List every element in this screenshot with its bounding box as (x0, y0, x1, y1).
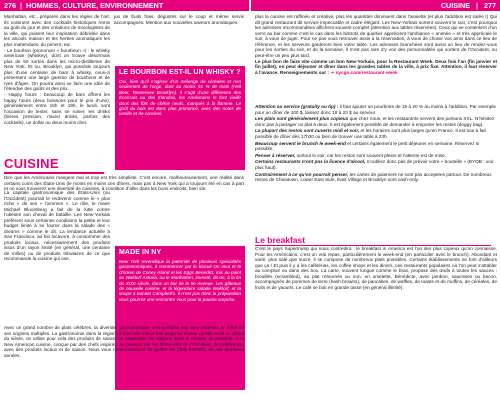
sidebar-box-title: MADE IN NY (119, 249, 162, 256)
page-number-right: 277 (484, 1, 496, 10)
sidebar-box-text: New York revendique la paternité de plusieurs spécialités gastronomiques, à commencer par le biscuit On veut et le chicken de Coney Island et les Eggs Benedict, mis au point au Waldorf Astoria, ou le Manhattan, inventé, dit-on, à la fin du XIXe siècle, dans un bar de la 5e Avenue. Les gâteaux de nouvelle cuisine, et la légendaire salade Waldorf, et la soupe à tomate Campbell’s. Il n’est pas donc la préparation vous pourrez une rencontre vous pour la paume surprise. (119, 259, 241, 302)
tip-item (255, 128, 497, 139)
breakfast-paragraph: C’est le pays Supertramp qui nous contredira : le breakfast in America est l’un des plus copieux qu’on connaisse. Pour les Américains, c’est un vrai repas, particulièrement le week-end (en particulier avec le brunch). Abondant et varié, plus salé que sucré, il se compose de nombreux plats possibles. Certains établissements ne font d’ailleurs que ça ! Et puis il y a les cafétérias, les coffee shops et les diners, ces restaurants populaires où l’on peut s’attabler au comptoir ou dans des box. La carte, souvent longue comme le bras, propose des œufs à toutes les sauces : brouillés (scrambled), au plat retournés ou non, en omelette, Bénédicte, avec jambon, saucisses ou bacon, accompagnés de pommes de terre (hash browns), de pancakes, de waffles, de toasts et de muffins, de céréales, de fruits et de yaourts. Le café se boit en grande tasse (en général illimité). (255, 246, 497, 290)
header-separator: | (20, 1, 23, 10)
sidebar-box-bourbon (115, 66, 245, 170)
section-heading-cuisine: CUISINE (4, 157, 110, 174)
right-page-header (251, 0, 500, 11)
sidebar-box-made-in-ny (115, 246, 245, 390)
restaurant-week-callout (255, 59, 497, 76)
restaurant-week-link[interactable]: nycgo.com/restaurant-week (335, 69, 398, 75)
header-separator: | (475, 1, 478, 10)
section-heading-breakfast: Le breakfast (255, 235, 497, 246)
section-title-right: CUISINE (440, 1, 470, 10)
column-left-top (4, 14, 110, 126)
tip-lead: Beaucoup servent le brunch le week-end (255, 140, 348, 146)
column-middle-top (114, 14, 244, 26)
callout-text: Le plus bon de faire vite comme un bon New-Yorkais, pour la Restaurant Week. Deux fois l’an (fin janvier et fin juillet), on peut déjeuner et dîner dans les grandes tables de la ville, à prix fixe. Attention, il faut réserver à l’avance. Renseignements sur : (255, 58, 497, 75)
tip-item (255, 153, 497, 159)
tip-text: surtout le soir, car les restos sont souvent pleins et l’attente est de mise. (296, 152, 446, 158)
column-right-top (255, 14, 497, 76)
page-number-left: 276 (4, 1, 16, 10)
tip-lead: Attention au service (gratuity ou tip) : (255, 104, 340, 109)
sidebar-box-title: LE BOURBON EST-IL UN WHISKY ? (119, 69, 241, 76)
tip-text: n’oubliez donc pas de prévoir votre « bouteille » (BYOB : voir plus haut). (255, 159, 494, 170)
tip-text: il faut ajouter un pourboire de 15 à 20 % au moins à l’addition. Par exemple pour un dîner de 100 $, laissez donc 18 à 20 $ au serveur. (255, 104, 496, 115)
left-page-header (0, 0, 249, 11)
tip-text: les cartes de paiement ne sont pas acceptées partout. De nombreux restos de Chinatown, Lower East Side, East Village et Brooklyn sont cash-only. (255, 171, 492, 183)
paragraph: Manhattan, etc., préparés dans les règles de l’art. Ils voisinent avec des cocktails historiques remis au goût du jour et des créations de mixologistes de la ville, qui puisent leur inspiration débridée dans les alcools maison et les herbes aromatiques les plus inattendues, du piment, etc. (4, 14, 110, 47)
tip-item (255, 104, 497, 115)
tip-text: que chez nous, et les restaurants servent des portions XXL. N’hésitez donc pas à partager un plat à deux. Il est également possible de demander à emporter les restes (doggy bag). (255, 116, 495, 127)
arrow-icon: ➜ (330, 69, 335, 75)
tip-item (255, 141, 497, 152)
tip-lead: Contrairement à ce qu’on pourrait penser, (255, 171, 350, 177)
tip-item (255, 116, 497, 127)
tip-item (255, 172, 497, 183)
tip-item (255, 159, 497, 170)
paragraph-happy-hours: - Happy hours : beaucoup de bars offrent les happy hours (deux boissons pour le prix d’une), généralement entre 16h et 19h, le lundi, sont l’occasion de tester, sans se ruiner, les drinks (bières pression, mixed drinks, parfois des cocktails), un dollar ou deux moins cher. (4, 92, 110, 125)
tip-lead: La plupart des restos sont ouverts midi et soir, (255, 128, 361, 134)
cuisine-column-text: La capitale gastronomique des États-Unis (ou l’Occident) pourrait le redevenir comme le « plus riche » de ses « hommes ». Le rôle, le maire Michael Bloomberg a fait de la lutte contre l’obésité son cheval de bataille. Les New-Yorkais préfèrent sous certaines conditions la petite et leur budget limité à se fournir dans la salade des « dreams » comme le dit. La tendance actuelle à San Francisco, au bio locavore, à consommer des produits locaux, nécessairement des produits issus d’un rayon limité (en général, une centaine de milles) ou de produits tributaires de ce que recommande la cuisine qui ose. (4, 190, 110, 261)
cuisine-lead-paragraph: Dire que les Américains mangent mal et trop est très simpliste. C’est encore, malheureusement, une réalité dans certains coins des États-Unis (le moins en moins ces dîners, mais pas à New York qui a toujours été en cas à part et où vous trouverez une diversité de cuisines, à condition d’aller dans les bons endroits, bien sûr. (4, 175, 244, 191)
tips-list (255, 104, 497, 184)
section-title-left: HOMMES, CULTURE, ENVIRONNEMENT (26, 1, 164, 10)
tip-lead: Les plats sont généralement plus copieux (255, 116, 350, 122)
paragraph: jus de fruits frais, dégustés sur le coup et même servis accompagnés. Mention aux nouvelles saveurs aromatiques. (114, 14, 244, 25)
paragraph: plus la cuisine est raffinée et créative, plus les quantités diminuent dans l’assiette (et plus l’addition est salée !) Qui dit grand restaurant dit service impeccable et cadre élégant. Les New-Yorkais sortent souvent le soir, c’est pourquoi les adresses recommandées affichent souvent complet (attention aux tables réservées). Ceux qui se contentent d’un verre au bar comme c’est le cas dans les bistrots de quartier apprécient l’ambiance « animée » et très appréciée le soir, à vous de juger. Pour ne pas vous retrouver assis à la réservation, à vous de choisir vos amis dans ce lieu de référence, et les serveurs garderont bien votre table. Les adresses branchées sont aussi un lieu de rendez-vous pour les sorties du soir, et de la semaine, il n’est pas rare d’y voir des personnalités qui sortent de l’Occident, ou peut-être un peu plus tard. (255, 14, 497, 58)
cuisine-bottom-paragraph: Avec un grand nombre de plats célèbres, la diversité gastronomique new-yorkaise est, bien entendu, le reflet de ses origines multiples. La gastronomie dans la région et bien vite mieux loin jusqu’au niveau qu’elle avait au début du siècle, on utilise pour cela des produits de saison en respectant les saisons dans la mesure du possible. À la New American cuisine, conçue par des chefs inspirés, en passant par les États-Unis de l’Occident, de préférence, avec des produits locaux et de saison. Nous vous recommandons de goûter les plats inventés de ces dernières années. (4, 325, 244, 358)
tip-text: et certains également le petit déjeuner en semaine. Réservez si possible. (255, 140, 480, 152)
tip-text: et les horaires sont plus larges qu’en France. Il est tout à fait possible de dîner dès 17h30 ou bien de trouver une table à 23h. (255, 128, 486, 139)
tip-lead: Certains restaurants n’ont pas la licence d’alcool, (255, 159, 367, 165)
paragraph-bourbon: - Le bourbon (prononcer « bourbeun ») : le whisky américain (whiskey), dont on trouve désormais plus de 60 sortes dans les micro-distilleries de New York. Et ou, Brooklyn, qui possède toujours plus d’une centaine de bars à whisky, ceux-ci présentent une large gamme de bourbons et de ryes d’âges. On pourra ainsi se faire une idée de l’étendue des goûts et des prix. (4, 47, 110, 92)
tip-lead: Penser à réserver, (255, 152, 297, 158)
sidebar-box-text: Oui, bien qu’il s’agisse d’un mélange de céréales et non seulement de l’orge, dont au moins 51 % de maïs (Hell Beer, Tennessee Brooklyn). Il s’agit d’une différence des Écossais ou des Irlandais, les Américains le font vieillir dans des fûts de chêne neufs, marqués à la flamme. Le goût du bois est donc plus prononcé, avec des notes de vanille et de caramel. (119, 79, 241, 117)
